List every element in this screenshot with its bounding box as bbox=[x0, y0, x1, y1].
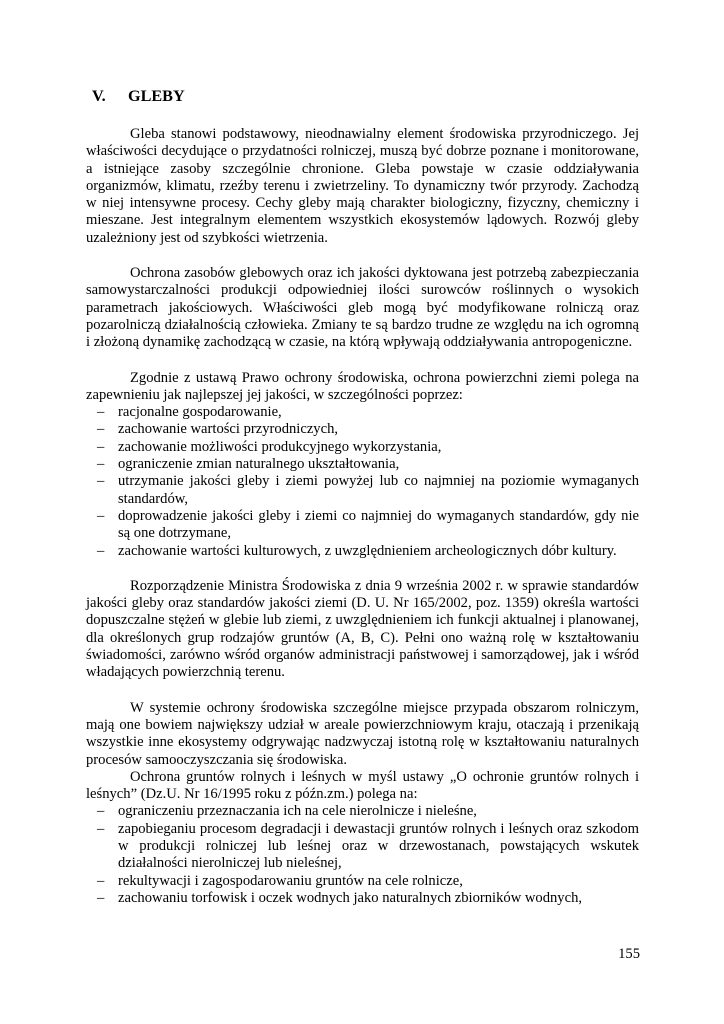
paragraph-law: Zgodnie z ustawą Prawo ochrony środowiska, ochrona powierzchni ziemi polega na zapewnieniu jak najlepszej jej jakości, w szczególności poprzez: bbox=[86, 369, 639, 403]
paragraph-protection: Ochrona zasobów glebowych oraz ich jakości dyktowana jest potrzebą zabezpieczania samowystarczalności produkcji odpowiedniej ilości surowców roślinnych o wysokich parametrach jakościowych. Właściwości gleb mogą być modyfikowane rolniczą oraz pozarolniczą działalnością człowieka. Zmiany te są bardzo trudne ze względu na ich ogromną i złożoną dynamikę zachodzącą w czasie, na którą wpływają oddziaływania antropogeniczne. bbox=[86, 265, 639, 351]
protection-measures-list bbox=[86, 404, 639, 560]
document-page bbox=[86, 86, 639, 907]
list-item: – utrzymanie jakości gleby i ziemi powyżej lub co najmniej na poziomie wymaganych standardów, bbox=[86, 473, 639, 508]
list-item: – zachowaniu torfowisk i oczek wodnych jako naturalnych zbiorników wodnych, bbox=[86, 890, 639, 907]
list-item: – ograniczenie zmian naturalnego ukształtowania, bbox=[86, 456, 639, 473]
chapter-title: GLEBY bbox=[128, 87, 185, 105]
list-item: – ograniczeniu przeznaczania ich na cele nierolnicze i nieleśne, bbox=[86, 803, 639, 820]
land-protection-list bbox=[86, 803, 639, 907]
list-item: – zachowanie wartości przyrodniczych, bbox=[86, 421, 639, 438]
chapter-heading bbox=[92, 86, 639, 106]
list-item: – racjonalne gospodarowanie, bbox=[86, 404, 639, 421]
chapter-number: V. bbox=[92, 87, 106, 105]
paragraph-agriculture: W systemie ochrony środowiska szczególne miejsce przypada obszarom rolniczym, mają one bowiem największy udział w areale powierzchniowym kraju, otaczają i przenikają wszystkie inne ekosystemy odgrywając nadzwyczaj istotną rolę w kształtowaniu naturalnych procesów samooczyszczania się środowiska. bbox=[86, 699, 639, 768]
page-number: 155 bbox=[618, 946, 640, 962]
list-item: – zachowanie możliwości produkcyjnego wykorzystania, bbox=[86, 439, 639, 456]
list-item: – zapobieganiu procesom degradacji i dewastacji gruntów rolnych i leśnych oraz szkodom w produkcji rolniczej lub leśnej oraz w drzewostanach, powstających wskutek działalności nierolniczej lub nieleśnej, bbox=[86, 821, 639, 873]
paragraph-regulation: Rozporządzenie Ministra Środowiska z dnia 9 września 2002 r. w sprawie standardów jakości gleby oraz standardów jakości ziemi (D. U. Nr 165/2002, poz. 1359) określa wartości dopuszczalne stężeń w glebie lub ziemi, z uwzględnieniem ich funkcji aktualnej i planowanej, dla określonych grup rodzajów gruntów (A, B, C). Pełni ono ważną rolę w kształtowaniu świadomości, zarówno wśród organów administracji państwowej i samorządowej, jak i wśród władających powierzchnią terenu. bbox=[86, 577, 639, 681]
paragraph-land-protection: Ochrona gruntów rolnych i leśnych w myśl ustawy „O ochronie gruntów rolnych i leśnych” (Dz.U. Nr 16/1995 roku z późn.zm.) polega na: bbox=[86, 768, 639, 803]
list-item: – rekultywacji i zagospodarowaniu gruntów na cele rolnicze, bbox=[86, 873, 639, 890]
list-item: – doprowadzenie jakości gleby i ziemi co najmniej do wymaganych standardów, gdy nie są one dotrzymane, bbox=[86, 508, 639, 543]
list-item: – zachowanie wartości kulturowych, z uwzględnieniem archeologicznych dóbr kultury. bbox=[86, 543, 639, 560]
paragraph-intro: Gleba stanowi podstawowy, nieodnawialny element środowiska przyrodniczego. Jej właściwości decydujące o przydatności rolniczej, muszą być dobrze poznane i monitorowane, a istniejące zasoby szczególnie chronione. Gleba powstaje w czasie oddziaływania organizmów, klimatu, rzeźby terenu i zwietrzeliny. To dynamiczny twór przyrody. Zachodzą w niej intensywne procesy. Cechy gleby mają charakter biologiczny, fizyczny, chemiczny i mieszane. Jest integralnym elementem wszystkich ekosystemów lądowych. Rozwój gleby uzależniony jest od szybkości wietrzenia. bbox=[86, 126, 639, 246]
